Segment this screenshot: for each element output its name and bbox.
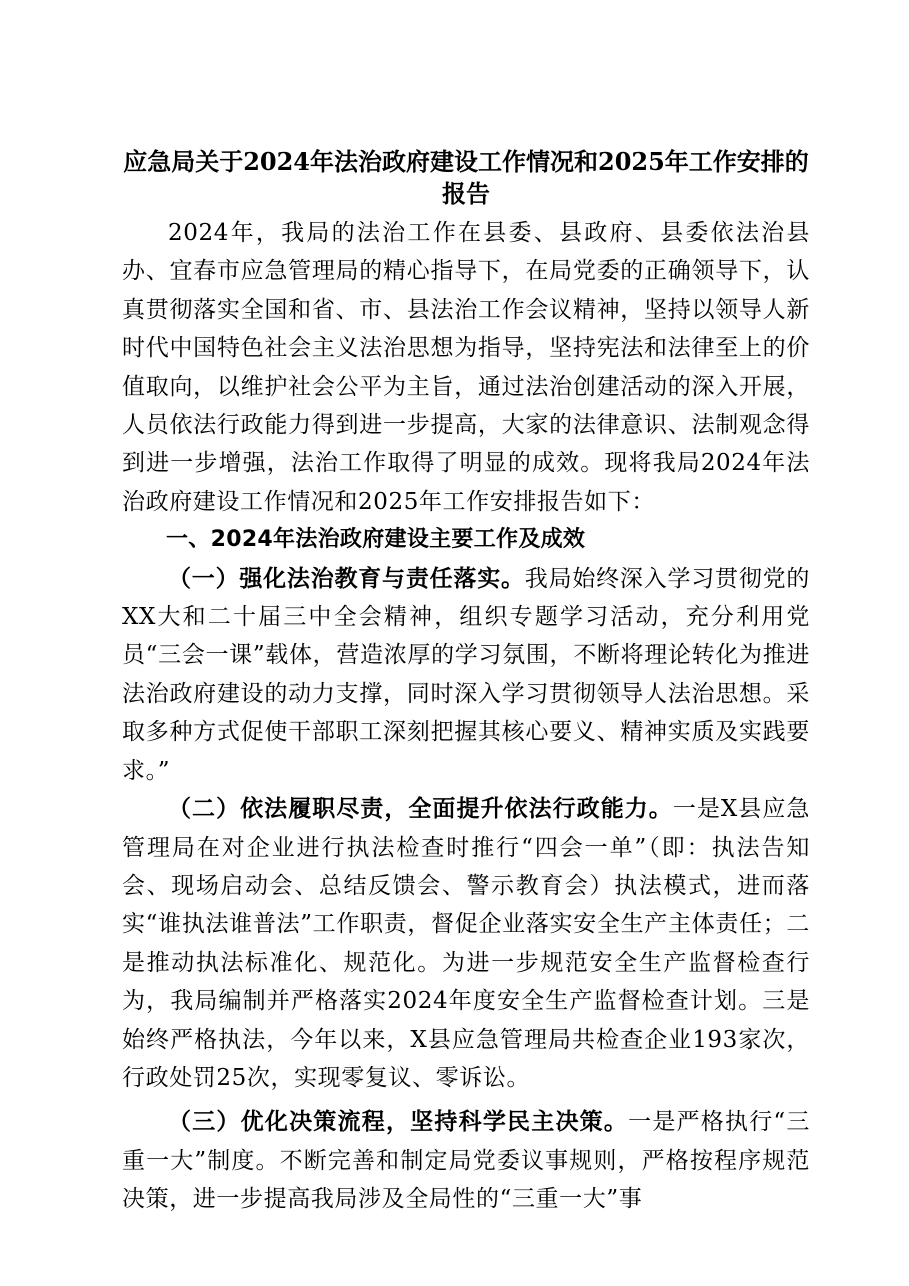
item-body-1: 我局始终深入学习贯彻党的XX大和二十届三中全会精神，组织专题学习活动，充分利用党员“三会一课”载体，营造浓厚的学习氛围，不断将理论转化为推进法治政府建设的动力支撑，同时深入学习贯彻领导人法治思想。采取多种方式促使干部职工深刻把握其核心要义、精神实质及实践要求。” <box>122 565 811 784</box>
item-lead-3: （三）优化决策流程，坚持科学民主决策。 <box>168 1109 629 1136</box>
item-paragraph-2 <box>122 790 810 1097</box>
item-body-3: 一是严格执行“三重一大”制度。不断完善和制定局党委议事规则，严格按程序规范决策，进一步提高我局涉及全局性的“三重一大”事 <box>122 1109 810 1213</box>
item-lead-2: （二）依法履职尽责，全面提升依法行政能力。 <box>168 796 673 823</box>
item-paragraph-1 <box>122 560 810 790</box>
section-heading-1: 一、2024年法治政府建设主要工作及成效 <box>166 527 586 553</box>
item-body-2: 一是X县应急管理局在对企业进行执法检查时推行“四会一单”（即：执法告知会、现场启动会、总结反馈会、警示教育会）执法模式，进而落实“谁执法谁普法”工作职责，督促企业落实安全生产主体责任；二是推动执法标准化、规范化。为进一步规范安全生产监督检查行为，我局编制并严格落实2024年度安全生产监督检查计划。三是始终严格执法，今年以来，X县应急管理局共检查企业193家次，行政处罚25次，实现零复议、零诉讼。 <box>122 796 810 1091</box>
intro-paragraph: 2024年，我局的法治工作在县委、县政府、县委依法治县办、宜春市应急管理局的精心指导下，在局党委的正确领导下，认真贯彻落实全国和省、市、县法治工作会议精神，坚持以领导人新时代中国特色社会主义法治思想为指导，坚持宪法和法律至上的价值取向，以维护社会公平为主旨，通过法治创建活动的深入开展，人员依法行政能力得到进一步提高，大家的法律意识、法制观念得到进一步增强，法治工作取得了明显的成效。现将我局2024年法治政府建设工作情况和2025年工作安排报告如下： <box>122 220 810 515</box>
item-paragraph-3 <box>122 1103 810 1218</box>
item-lead-1: （一）强化法治教育与责任落实。 <box>168 565 525 592</box>
document-title: 应急局关于2024年法治政府建设工作情况和2025年工作安排的报告 <box>123 147 809 208</box>
document-body <box>122 146 810 1219</box>
